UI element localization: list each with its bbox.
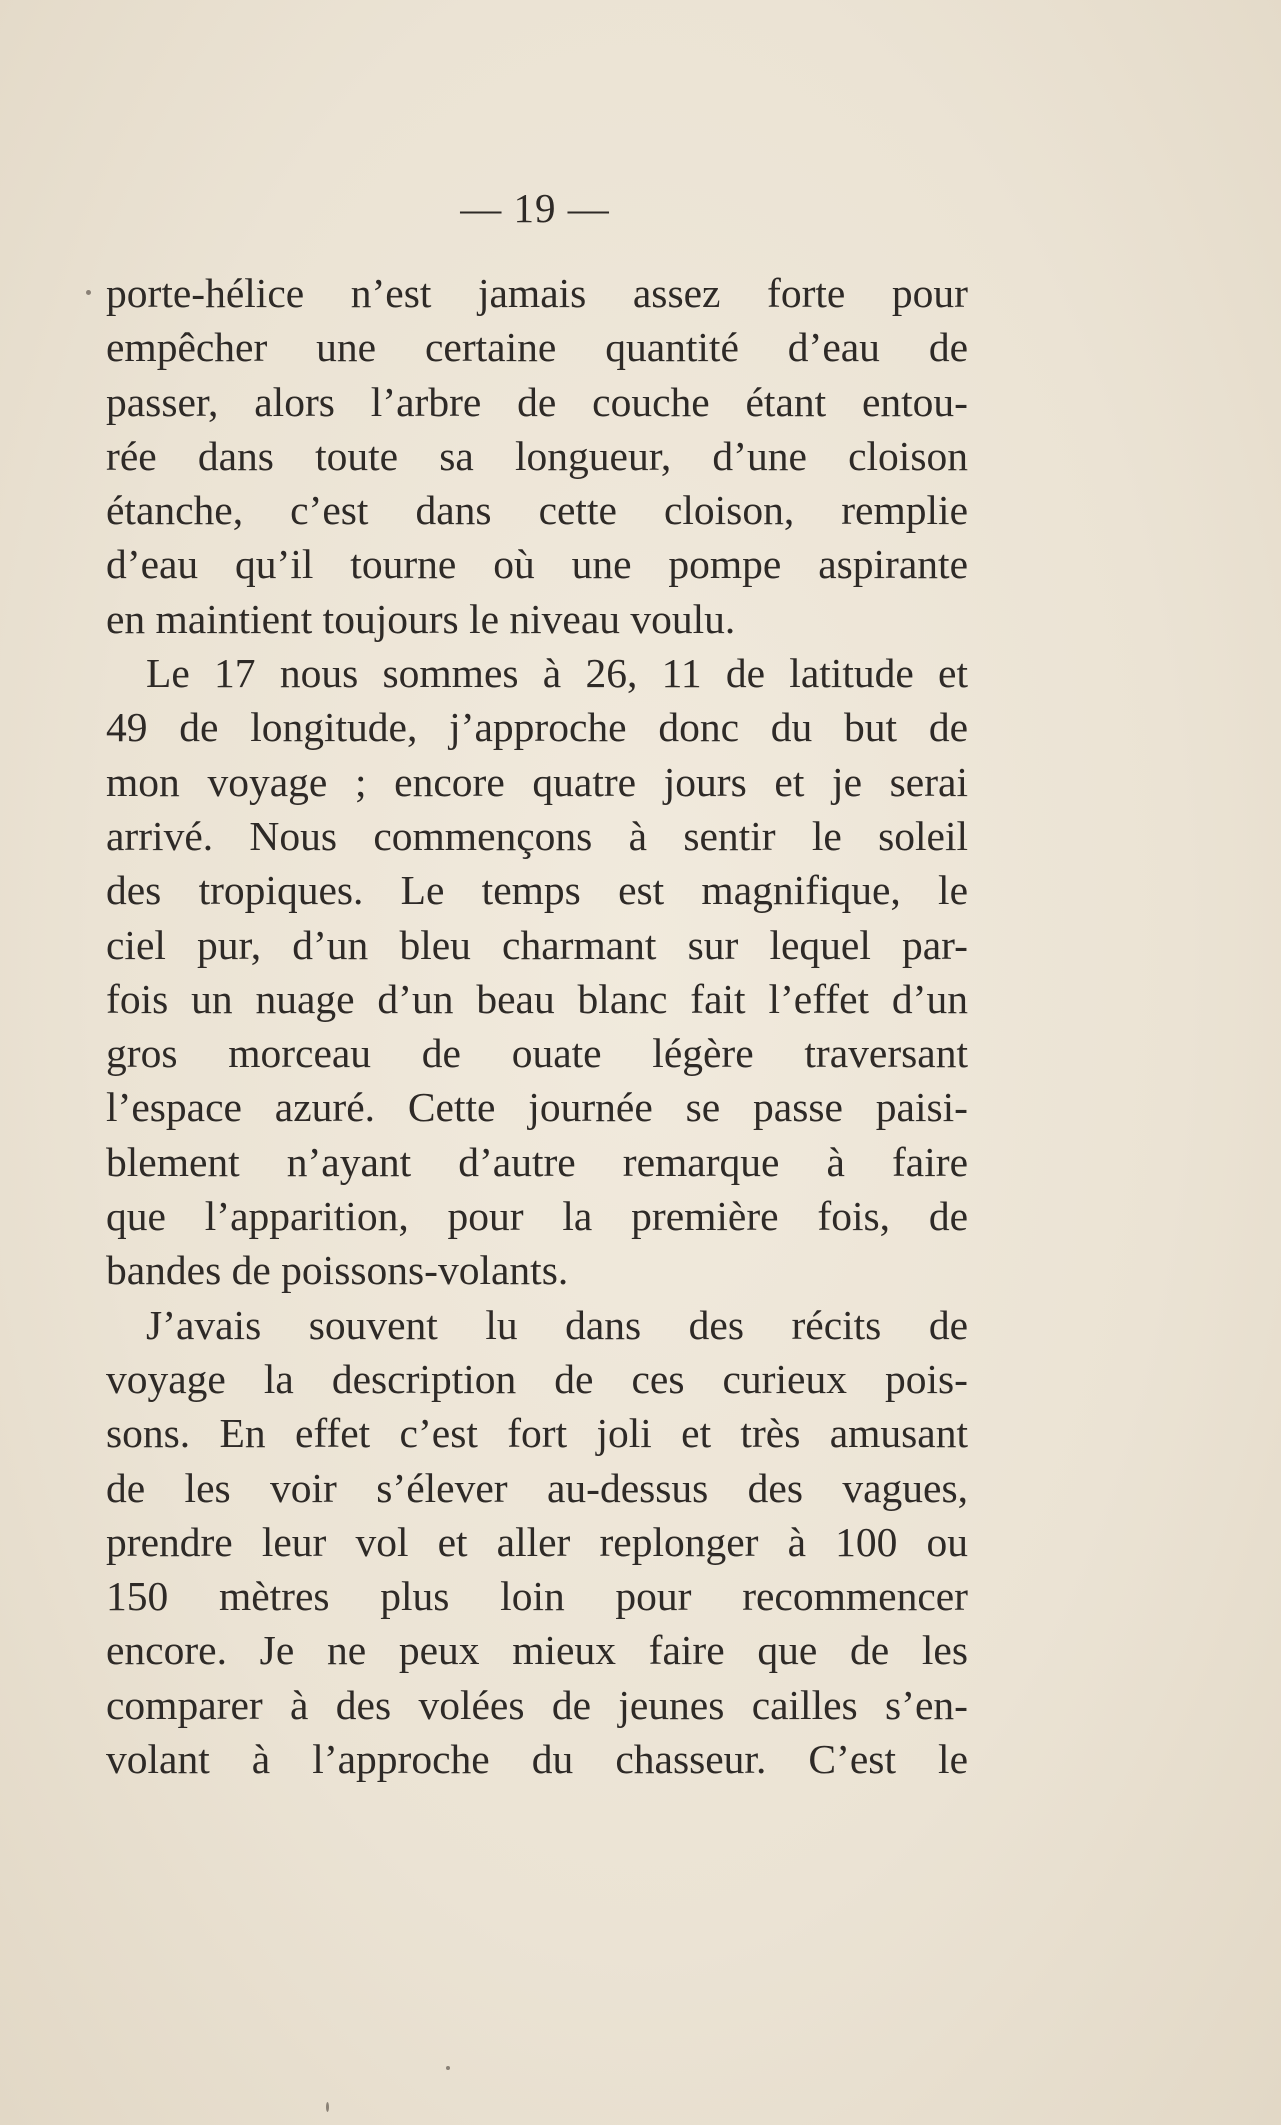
text-line: voyage la description de ces curieux pois- <box>106 1355 968 1402</box>
paper-speck <box>86 290 91 295</box>
text-line: l’espace azuré. Cette journée se passe paisi- <box>106 1084 968 1131</box>
text-line: volant à l’approche du chasseur. C’est le <box>106 1736 968 1783</box>
text-line: Le 17 nous sommes à 26, 11 de latitude et <box>146 650 968 697</box>
text-line: gros morceau de ouate légère traversant <box>106 1030 968 1077</box>
text-line: blement n’ayant d’autre remarque à faire <box>106 1138 968 1185</box>
text-line: comparer à des volées de jeunes cailles s’en- <box>106 1681 968 1728</box>
text-line: passer, alors l’arbre de couche étant entou- <box>106 378 968 425</box>
text-line: J’avais souvent lu dans des récits de <box>146 1301 968 1348</box>
paper-speck <box>326 2102 329 2112</box>
text-line: 150 mètres plus loin pour recommencer <box>106 1573 968 1620</box>
text-line: ciel pur, d’un bleu charmant sur lequel par- <box>106 921 968 968</box>
text-line: prendre leur vol et aller replonger à 100 ou <box>106 1518 968 1565</box>
page-number: — 19 — <box>460 185 610 231</box>
text-line: que l’apparition, pour la première fois, de <box>106 1193 968 1240</box>
text-line: 49 de longitude, j’approche donc du but de <box>106 704 968 751</box>
text-line: bandes de poissons-volants. <box>106 1247 569 1294</box>
text-line: étanche, c’est dans cette cloison, remplie <box>106 487 968 534</box>
text-line: encore. Je ne peux mieux faire que de les <box>106 1627 968 1674</box>
body-text <box>106 266 968 1786</box>
text-line: arrivé. Nous commençons à sentir le soleil <box>106 812 968 859</box>
text-line: rée dans toute sa longueur, d’une cloison <box>106 432 968 479</box>
text-line: de les voir s’élever au-dessus des vagues, <box>106 1464 968 1511</box>
text-line: en maintient toujours le niveau voulu. <box>106 595 736 642</box>
text-line: fois un nuage d’un beau blanc fait l’effet d’un <box>106 975 968 1022</box>
text-line: mon voyage ; encore quatre jours et je serai <box>106 758 968 805</box>
paper-speck <box>446 2066 450 2070</box>
text-line: empêcher une certaine quantité d’eau de <box>106 324 968 371</box>
text-line: sons. En effet c’est fort joli et très amusant <box>106 1410 968 1457</box>
text-line: des tropiques. Le temps est magnifique, le <box>106 867 968 914</box>
text-line: d’eau qu’il tourne où une pompe aspirante <box>106 541 968 588</box>
text-line: porte-hélice n’est jamais assez forte pour <box>106 270 968 316</box>
